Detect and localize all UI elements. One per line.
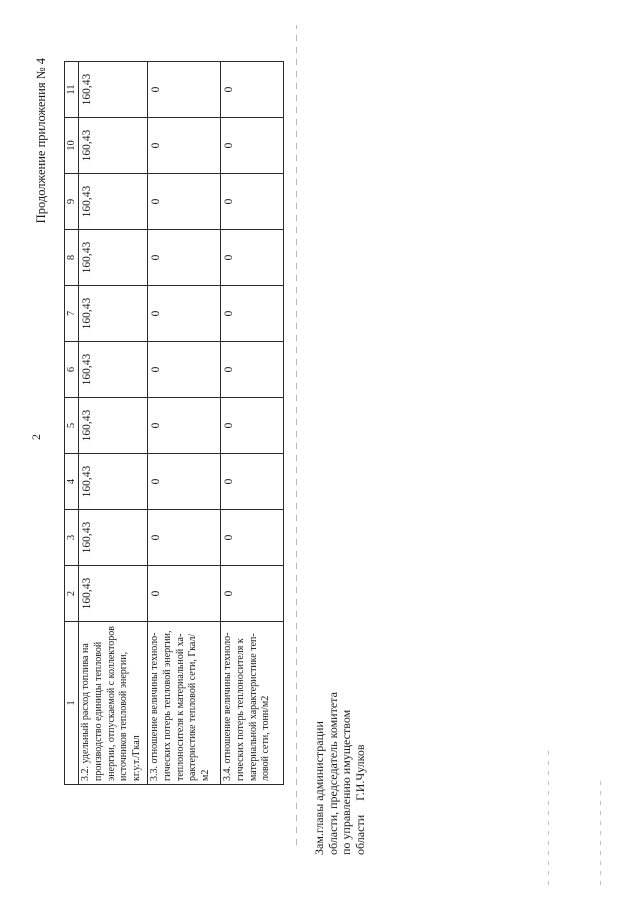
table-row [221, 62, 284, 785]
table-cell: 0 [148, 510, 221, 566]
table-cell: 160,43 [79, 118, 148, 174]
table-cell: 0 [148, 174, 221, 230]
table-row [148, 62, 221, 785]
data-table [64, 61, 284, 785]
signature-block [313, 692, 367, 855]
table-cell: 160,43 [79, 286, 148, 342]
column-number: 7 [65, 286, 79, 342]
row-description: 3.3. отношение величины техноло-гических потерь тепловой энергии, теплоносителя к материальной ха-рактеристике тепловой сети, Гкал/м2 [148, 622, 221, 785]
table-cell: 0 [148, 118, 221, 174]
table-cell: 0 [148, 342, 221, 398]
scan-artifact-line [296, 25, 297, 845]
table-cell: 0 [148, 454, 221, 510]
table-cell: 160,43 [79, 230, 148, 286]
signature-line: области, председатель комитета [325, 692, 340, 855]
table-cell: 0 [221, 566, 284, 622]
table-cell: 0 [221, 342, 284, 398]
column-number: 3 [65, 510, 79, 566]
table-cell: 0 [221, 62, 284, 118]
row-description: 3.4. отношение величины техноло-гических потерь теплоносителя к материальной характеристике теп-ловой сети, тонн/м2 [221, 622, 284, 785]
signature-line: по управлению имуществом [339, 709, 353, 855]
table-cell: 160,43 [79, 566, 148, 622]
row-description: 3.2. удельный расход топлива на производство единицы тепловой энергии, отпускаемой с коллекторов источников тепловой энергии, кг.у.т./Гкал [79, 622, 148, 785]
page-number: 2 [29, 434, 43, 440]
scan-artifact-line [600, 775, 601, 885]
column-number: 11 [65, 62, 79, 118]
table-cell: 0 [148, 230, 221, 286]
column-number: 5 [65, 398, 79, 454]
table-cell: 0 [148, 62, 221, 118]
signatory-name: Г.И.Чулков [352, 744, 367, 801]
table-cell: 160,43 [79, 510, 148, 566]
column-number: 10 [65, 118, 79, 174]
table-cell: 0 [221, 286, 284, 342]
table-cell: 160,43 [79, 62, 148, 118]
appendix-label: Продолжение приложения № 4 [34, 58, 48, 224]
table-cell: 0 [221, 118, 284, 174]
table-cell: 0 [221, 230, 284, 286]
table-cell: 0 [221, 454, 284, 510]
column-number: 9 [65, 174, 79, 230]
table-row [79, 62, 148, 785]
column-number: 1 [65, 622, 79, 785]
scan-artifact-line [548, 745, 549, 885]
table-cell: 0 [221, 510, 284, 566]
column-number-row [65, 62, 79, 785]
signature-line [354, 692, 368, 855]
table-cell: 160,43 [79, 454, 148, 510]
column-number: 2 [65, 566, 79, 622]
table-cell: 0 [148, 566, 221, 622]
table-cell: 0 [221, 398, 284, 454]
table-cell: 0 [221, 174, 284, 230]
table-cell: 0 [148, 286, 221, 342]
column-number: 8 [65, 230, 79, 286]
table-cell: 160,43 [79, 398, 148, 454]
table-cell: 160,43 [79, 342, 148, 398]
signature-line: Зам.главы администрации [312, 721, 326, 855]
table-cell: 160,43 [79, 174, 148, 230]
column-number: 4 [65, 454, 79, 510]
column-number: 6 [65, 342, 79, 398]
signature-region-word: области [352, 814, 367, 855]
table-cell: 0 [148, 398, 221, 454]
